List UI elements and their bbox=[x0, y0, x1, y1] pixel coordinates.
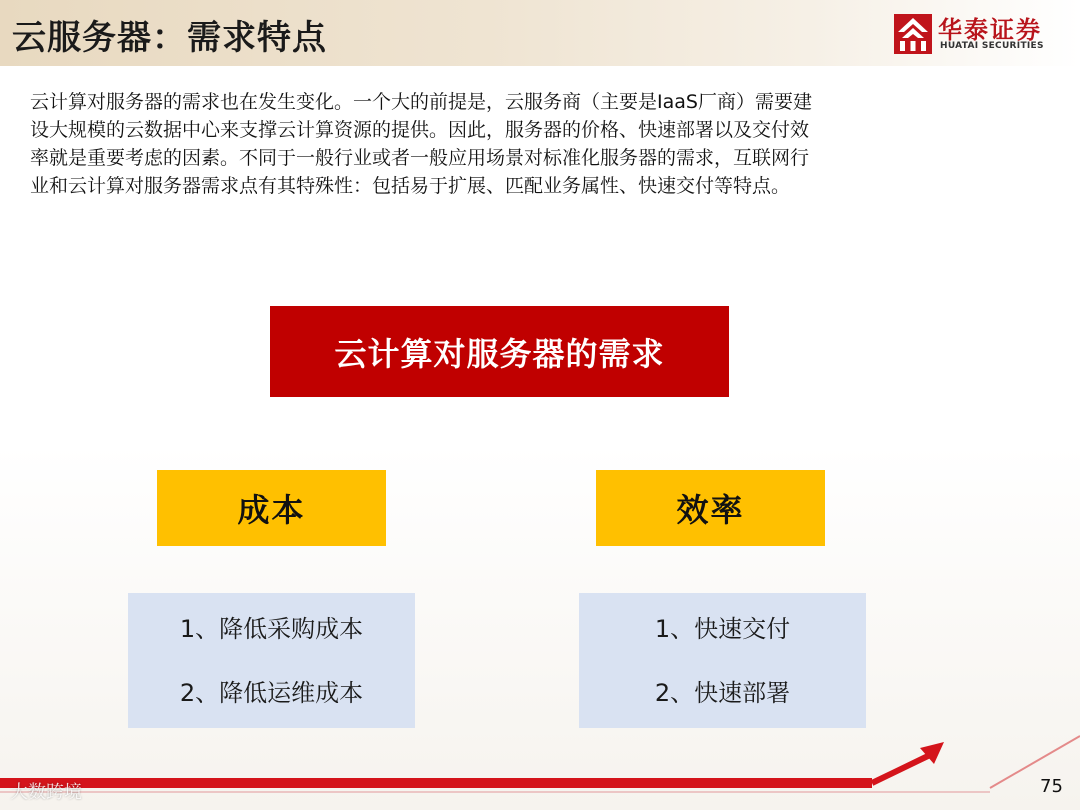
cost-category-box bbox=[157, 470, 386, 546]
body-line: 设大规模的云数据中心来支撑云计算资源的提供。因此，服务器的价格、快速部署以及交付效 bbox=[30, 119, 810, 141]
cost-detail-item: 1、降低采购成本 bbox=[179, 614, 364, 643]
footer-thin-line bbox=[990, 736, 1080, 788]
watermark: 大数跨境 bbox=[10, 782, 82, 803]
title-bar bbox=[0, 0, 1080, 66]
body-line: 业和云计算对服务器需求点有其特殊性：包括易于扩展、匹配业务属性、快速交付等特点。 bbox=[30, 175, 791, 197]
efficiency-detail-item: 2、快速部署 bbox=[654, 678, 791, 707]
footer-decoration bbox=[0, 700, 1080, 810]
body-line: 云计算对服务器的需求也在发生变化。一个大的前提是，云服务商（主要是IaaS厂商）需要建 bbox=[30, 91, 812, 113]
body-line: 率就是重要考虑的因素。不同于一般行业或者一般应用场景对标准化服务器的需求，互联网行 bbox=[30, 147, 810, 169]
body-paragraph bbox=[30, 88, 1030, 200]
efficiency-category-label: 效率 bbox=[676, 491, 745, 529]
cost-detail-item: 2、降低运维成本 bbox=[179, 678, 364, 707]
logo-english-name: HUATAI SECURITIES bbox=[940, 41, 1044, 51]
footer-red-band bbox=[0, 778, 872, 788]
page-number: 75 bbox=[1040, 776, 1063, 797]
efficiency-detail-item: 1、快速交付 bbox=[654, 614, 791, 643]
huatai-logo-icon bbox=[894, 14, 932, 54]
page-title: 云服务器：需求特点 bbox=[12, 18, 327, 58]
logo-chinese-name: 华泰证券 bbox=[938, 16, 1042, 44]
footer-trend-arrow bbox=[872, 755, 930, 783]
main-demand-label: 云计算对服务器的需求 bbox=[334, 334, 665, 373]
cost-category-label: 成本 bbox=[237, 491, 306, 529]
main-demand-box bbox=[270, 306, 729, 397]
huatai-logo bbox=[894, 12, 1064, 56]
efficiency-category-box bbox=[596, 470, 825, 546]
